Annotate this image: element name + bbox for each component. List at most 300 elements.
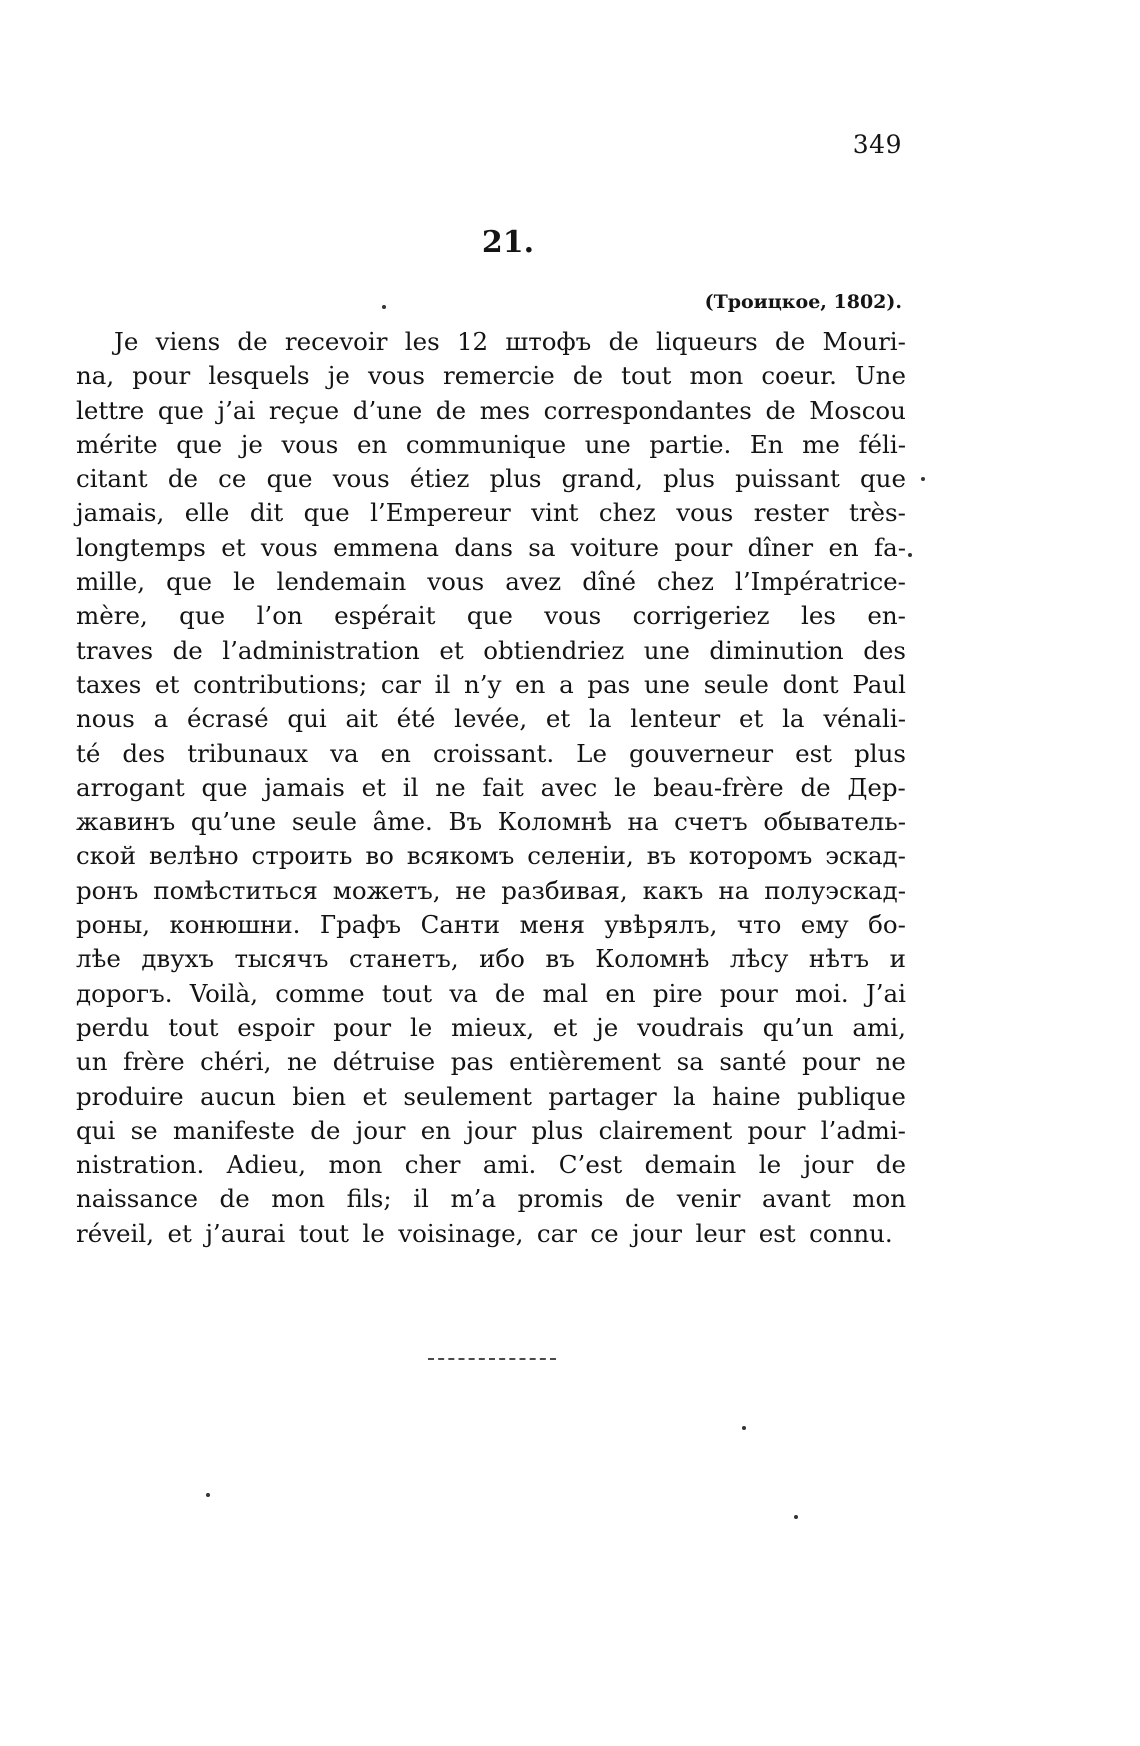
word: J’ai bbox=[865, 978, 906, 1008]
word: leur bbox=[695, 1218, 746, 1248]
word: que bbox=[179, 601, 226, 631]
word: plus bbox=[531, 1115, 584, 1145]
text-line bbox=[76, 977, 906, 1011]
word: de bbox=[310, 1115, 341, 1145]
word: Коломнѣ bbox=[595, 944, 710, 974]
word: mon bbox=[689, 361, 744, 391]
print-speck bbox=[908, 553, 912, 557]
word: ami, bbox=[852, 1012, 906, 1042]
word: de bbox=[167, 464, 198, 494]
word: en bbox=[420, 1115, 452, 1145]
word: que bbox=[303, 498, 350, 528]
word: je bbox=[327, 361, 350, 391]
word: publique bbox=[797, 1081, 906, 1111]
word: Le bbox=[576, 738, 607, 768]
word: plus bbox=[663, 464, 715, 494]
word: mieux, bbox=[451, 1012, 535, 1042]
word: que bbox=[466, 601, 513, 631]
text-line bbox=[76, 531, 906, 565]
word: C’est bbox=[558, 1150, 623, 1180]
word: entièrement bbox=[509, 1047, 662, 1077]
word: не bbox=[455, 875, 487, 905]
text-line bbox=[76, 565, 906, 599]
word: une bbox=[643, 635, 690, 665]
word: jour bbox=[355, 1115, 406, 1145]
word: тысячъ bbox=[234, 944, 329, 974]
word: штофъ bbox=[505, 327, 592, 356]
word: на bbox=[718, 875, 750, 905]
word: avez bbox=[505, 567, 562, 597]
word: moi. bbox=[795, 978, 849, 1008]
text-line bbox=[76, 839, 906, 873]
word: la bbox=[589, 704, 612, 734]
word: remercie bbox=[443, 361, 555, 391]
word: m’a bbox=[450, 1184, 497, 1214]
print-speck bbox=[794, 1515, 798, 1519]
word: de bbox=[219, 1184, 250, 1214]
word: voisinage, bbox=[398, 1218, 524, 1248]
word: le bbox=[614, 772, 637, 802]
word: fait bbox=[482, 772, 524, 802]
word: chéri, bbox=[200, 1047, 272, 1077]
word: dont bbox=[782, 669, 839, 699]
word: croissant. bbox=[432, 738, 555, 768]
word: de bbox=[495, 978, 526, 1008]
text-line bbox=[76, 805, 906, 839]
word: les bbox=[800, 601, 836, 631]
word: lettre bbox=[76, 395, 145, 425]
word: Въ bbox=[448, 807, 483, 837]
word: et bbox=[221, 532, 246, 562]
word: le bbox=[409, 1012, 433, 1042]
word: jamais bbox=[264, 772, 345, 802]
word: perdu bbox=[76, 1012, 150, 1042]
word: jour bbox=[632, 1218, 682, 1248]
word: qui bbox=[76, 1115, 116, 1145]
word: féli- bbox=[858, 429, 906, 459]
word: que bbox=[166, 567, 213, 597]
word: de bbox=[625, 1184, 656, 1214]
word: ce bbox=[218, 464, 247, 494]
word: espoir bbox=[237, 1012, 315, 1042]
word: и bbox=[889, 944, 906, 974]
word: лѣсу bbox=[729, 944, 789, 974]
word: счетъ bbox=[674, 807, 748, 837]
word: во bbox=[365, 841, 394, 871]
word: разбивая, bbox=[501, 875, 628, 905]
print-speck bbox=[742, 1426, 746, 1430]
word: reçue bbox=[268, 395, 340, 425]
word: эскад- bbox=[825, 841, 906, 871]
word: que bbox=[157, 395, 204, 425]
word: двухъ bbox=[141, 944, 215, 974]
word: dit bbox=[249, 498, 284, 528]
word: écrasé bbox=[187, 704, 269, 734]
word: que bbox=[176, 429, 223, 459]
word: mère, bbox=[76, 601, 148, 631]
word: Moscou bbox=[809, 395, 906, 425]
word: il bbox=[402, 772, 419, 802]
word: détruise bbox=[332, 1047, 436, 1077]
word: de bbox=[435, 395, 467, 425]
word: pour bbox=[719, 978, 778, 1008]
word: va bbox=[330, 738, 359, 768]
word: connu. bbox=[809, 1218, 893, 1248]
word: pire bbox=[652, 978, 703, 1008]
word: Коломнѣ bbox=[497, 807, 612, 837]
word: nistration. bbox=[76, 1150, 205, 1180]
word: té bbox=[76, 738, 101, 768]
word: mon bbox=[852, 1184, 906, 1214]
word: d’une bbox=[352, 395, 423, 425]
word: car bbox=[380, 669, 421, 699]
word: chez bbox=[598, 498, 656, 528]
word: je bbox=[596, 1012, 619, 1042]
text-line bbox=[76, 1148, 906, 1182]
word: lesquels bbox=[208, 361, 310, 391]
word: tout bbox=[381, 978, 433, 1008]
word: la bbox=[782, 704, 805, 734]
text-line bbox=[76, 1045, 906, 1079]
text-line bbox=[76, 1114, 906, 1148]
word: chez bbox=[657, 567, 714, 597]
word: ait bbox=[345, 704, 378, 734]
word: ему bbox=[800, 910, 849, 940]
word: une bbox=[643, 669, 691, 699]
word: увѣрялъ, bbox=[604, 910, 718, 940]
word: et bbox=[439, 635, 464, 665]
word: какъ bbox=[642, 875, 704, 905]
word: taxes bbox=[76, 669, 142, 699]
word: correspondantes bbox=[543, 395, 752, 425]
word: âme. bbox=[372, 807, 433, 837]
word: jour bbox=[803, 1150, 854, 1180]
text-line bbox=[76, 1182, 906, 1216]
word: ронъ bbox=[76, 875, 139, 905]
text-line bbox=[76, 908, 906, 942]
text-line bbox=[76, 771, 906, 805]
text-line bbox=[76, 668, 906, 702]
word: très- bbox=[849, 498, 906, 528]
word: нѣтъ bbox=[808, 944, 870, 974]
word: l’Impératrice- bbox=[735, 567, 906, 597]
word: vint bbox=[531, 498, 579, 528]
word: въ bbox=[646, 841, 677, 871]
word: Une bbox=[855, 361, 906, 391]
text-line bbox=[76, 1080, 906, 1114]
word: ne bbox=[435, 772, 466, 802]
word: всякомъ bbox=[406, 841, 515, 871]
word: Je bbox=[114, 327, 139, 356]
word: et bbox=[167, 1218, 192, 1248]
word: que bbox=[860, 464, 906, 494]
word: viens bbox=[155, 327, 221, 356]
word: nous bbox=[76, 704, 135, 734]
word: haine bbox=[712, 1081, 781, 1111]
word: a bbox=[559, 669, 574, 699]
word: recevoir bbox=[284, 327, 388, 356]
word: et bbox=[545, 704, 571, 734]
word: vénali- bbox=[823, 704, 906, 734]
word: l’admi- bbox=[820, 1115, 906, 1145]
word: cher bbox=[404, 1150, 461, 1180]
word: promis bbox=[517, 1184, 604, 1214]
word: obtiendriez bbox=[483, 635, 625, 665]
word: ne bbox=[286, 1047, 318, 1077]
word: gouverneur bbox=[629, 738, 774, 768]
end-of-letter-rule bbox=[428, 1358, 556, 1360]
word: la bbox=[673, 1081, 696, 1111]
word: en bbox=[356, 429, 388, 459]
word: a bbox=[153, 704, 169, 734]
word: na, bbox=[76, 361, 115, 391]
word: de bbox=[237, 327, 268, 356]
word: corrigeriez bbox=[632, 601, 770, 631]
word: traves bbox=[76, 635, 154, 665]
text-line bbox=[76, 1011, 906, 1045]
word: pour bbox=[132, 361, 191, 391]
word: il bbox=[413, 1184, 429, 1214]
word: велѣно bbox=[148, 841, 239, 871]
word: un bbox=[76, 1047, 108, 1077]
word: помѣститься bbox=[153, 875, 318, 905]
word: vous bbox=[367, 361, 425, 391]
word: qui bbox=[287, 704, 327, 734]
word: le bbox=[758, 1150, 782, 1180]
word: l’Empereur bbox=[370, 498, 511, 528]
word: qu’une bbox=[190, 807, 277, 837]
word: lendemain bbox=[276, 567, 407, 597]
word: car bbox=[536, 1218, 577, 1248]
letter-place-date: (Троицкое, 1802). bbox=[704, 291, 902, 313]
word: l’administration bbox=[222, 635, 420, 665]
word: est bbox=[758, 1218, 796, 1248]
word: en bbox=[828, 532, 859, 562]
word: elle bbox=[184, 498, 230, 528]
letter-body bbox=[76, 325, 906, 1251]
word: en bbox=[515, 669, 546, 699]
word: станетъ, bbox=[348, 944, 459, 974]
word: Дер- bbox=[847, 772, 906, 802]
word: tribunaux bbox=[187, 738, 309, 768]
word: mon bbox=[328, 1150, 383, 1180]
text-line bbox=[76, 599, 906, 633]
word: et bbox=[155, 669, 180, 699]
word: qu’un bbox=[762, 1012, 834, 1042]
word: конюшни. bbox=[169, 910, 301, 940]
word: le bbox=[362, 1218, 385, 1248]
word: que bbox=[266, 464, 313, 494]
word: селеніи, bbox=[527, 841, 634, 871]
word: vous bbox=[281, 429, 339, 459]
word: et bbox=[361, 772, 386, 802]
word: communique bbox=[405, 429, 567, 459]
text-line bbox=[76, 428, 906, 462]
word: jamais, bbox=[76, 498, 165, 528]
word: En bbox=[749, 429, 784, 459]
word: voudrais bbox=[637, 1012, 744, 1042]
word: rester bbox=[753, 498, 829, 528]
word: sa bbox=[528, 532, 556, 562]
word: fa- bbox=[874, 532, 906, 562]
word: n’y bbox=[464, 669, 502, 699]
text-line bbox=[76, 737, 906, 771]
text-line bbox=[76, 359, 906, 393]
word: pour bbox=[674, 532, 733, 562]
word: ской bbox=[76, 841, 137, 871]
word: что bbox=[736, 910, 782, 940]
word: frère bbox=[123, 1047, 185, 1077]
word: en bbox=[380, 738, 411, 768]
word: на bbox=[627, 807, 659, 837]
word: été bbox=[396, 704, 436, 734]
word: дорогъ. bbox=[76, 978, 173, 1008]
word: avec bbox=[540, 772, 598, 802]
word: et bbox=[552, 1012, 578, 1042]
word: liqueurs bbox=[656, 327, 758, 356]
word: de bbox=[765, 395, 796, 425]
word: полуэскад- bbox=[764, 875, 906, 905]
word: me bbox=[802, 429, 840, 459]
word: mes bbox=[479, 395, 531, 425]
word: étiez bbox=[409, 464, 470, 494]
word: levée, bbox=[454, 704, 528, 734]
print-speck bbox=[921, 477, 925, 481]
word: beau-frère bbox=[653, 772, 784, 802]
word: 12 bbox=[456, 327, 489, 356]
word: sa bbox=[676, 1047, 704, 1077]
word: seulement bbox=[403, 1081, 532, 1111]
letter-number-heading: 21. bbox=[481, 225, 535, 260]
word: partager bbox=[548, 1081, 657, 1111]
word: puissant bbox=[735, 464, 840, 494]
word: pour bbox=[747, 1115, 806, 1145]
word: vous bbox=[260, 532, 318, 562]
print-speck bbox=[382, 305, 386, 309]
word: santé bbox=[719, 1047, 787, 1077]
word: voiture bbox=[570, 532, 660, 562]
word: j’aurai bbox=[205, 1218, 286, 1248]
word: espérait bbox=[334, 601, 436, 631]
word: grand, bbox=[561, 464, 643, 494]
word: plus bbox=[489, 464, 542, 494]
word: se bbox=[130, 1115, 158, 1145]
text-line bbox=[76, 325, 906, 359]
word: des bbox=[122, 738, 166, 768]
word: clairement bbox=[598, 1115, 733, 1145]
word: de bbox=[572, 361, 604, 391]
word: ибо bbox=[479, 944, 525, 974]
word: mille, bbox=[76, 567, 146, 597]
word: которомъ bbox=[688, 841, 813, 871]
word: fils; bbox=[346, 1184, 392, 1214]
word: меня bbox=[519, 910, 585, 940]
word: je bbox=[240, 429, 263, 459]
word: pas bbox=[587, 669, 631, 699]
word: des bbox=[863, 635, 906, 665]
word: Графъ bbox=[319, 910, 402, 940]
word: réveil, bbox=[76, 1218, 155, 1248]
word: dîner bbox=[747, 532, 814, 562]
page-number: 349 bbox=[852, 130, 902, 159]
word: tout bbox=[298, 1218, 349, 1248]
word: tout bbox=[168, 1012, 219, 1042]
word: обыватель- bbox=[763, 807, 906, 837]
word: que bbox=[201, 772, 248, 802]
word: citant bbox=[76, 464, 148, 494]
word: longtemps bbox=[76, 532, 206, 562]
word: est bbox=[795, 738, 833, 768]
word: de bbox=[875, 1150, 906, 1180]
word: tout bbox=[621, 361, 672, 391]
word: et bbox=[362, 1081, 387, 1111]
text-line bbox=[76, 496, 906, 530]
word: de bbox=[800, 772, 831, 802]
print-speck bbox=[206, 1493, 210, 1497]
word: ne bbox=[875, 1047, 906, 1077]
word: avant bbox=[761, 1184, 831, 1214]
word: Adieu, bbox=[226, 1150, 307, 1180]
word: de bbox=[608, 327, 639, 356]
word: diminution bbox=[709, 635, 844, 665]
word: aucun bbox=[200, 1081, 276, 1111]
word: Mouri- bbox=[822, 327, 906, 356]
word: dans bbox=[454, 532, 513, 562]
word: роны, bbox=[76, 910, 151, 940]
word: demain bbox=[644, 1150, 737, 1180]
word: pas bbox=[450, 1047, 494, 1077]
word: vous bbox=[332, 464, 390, 494]
word: строить bbox=[251, 841, 353, 871]
word: въ bbox=[545, 944, 575, 974]
word: лѣе bbox=[76, 944, 121, 974]
word: les bbox=[404, 327, 440, 356]
word: можетъ, bbox=[332, 875, 441, 905]
word: Санти bbox=[420, 910, 501, 940]
word: lenteur bbox=[630, 704, 721, 734]
word: en- bbox=[867, 601, 906, 631]
word: une bbox=[584, 429, 631, 459]
word: ce bbox=[590, 1218, 619, 1248]
word: mon bbox=[271, 1184, 326, 1214]
word: de bbox=[775, 327, 806, 356]
text-line bbox=[76, 702, 906, 736]
word: de bbox=[172, 635, 203, 665]
text-line bbox=[76, 1217, 906, 1251]
word: vous bbox=[427, 567, 485, 597]
word: jour bbox=[466, 1115, 517, 1145]
word: plus bbox=[854, 738, 906, 768]
word: mal bbox=[542, 978, 589, 1008]
text-line bbox=[76, 462, 906, 496]
word: le bbox=[233, 567, 256, 597]
word: naissance bbox=[76, 1184, 198, 1214]
word: manifeste bbox=[172, 1115, 295, 1145]
word: en bbox=[605, 978, 636, 1008]
text-line bbox=[76, 942, 906, 976]
word: va bbox=[449, 978, 478, 1008]
word: arrogant bbox=[76, 772, 185, 802]
word: vous bbox=[676, 498, 734, 528]
word: contributions; bbox=[193, 669, 368, 699]
word: Voilà, bbox=[189, 978, 258, 1008]
word: dîné bbox=[582, 567, 636, 597]
word: venir bbox=[676, 1184, 741, 1214]
word: ami. bbox=[482, 1150, 537, 1180]
word: бо- bbox=[868, 910, 906, 940]
word: bien bbox=[292, 1081, 347, 1111]
word: comme bbox=[275, 978, 365, 1008]
